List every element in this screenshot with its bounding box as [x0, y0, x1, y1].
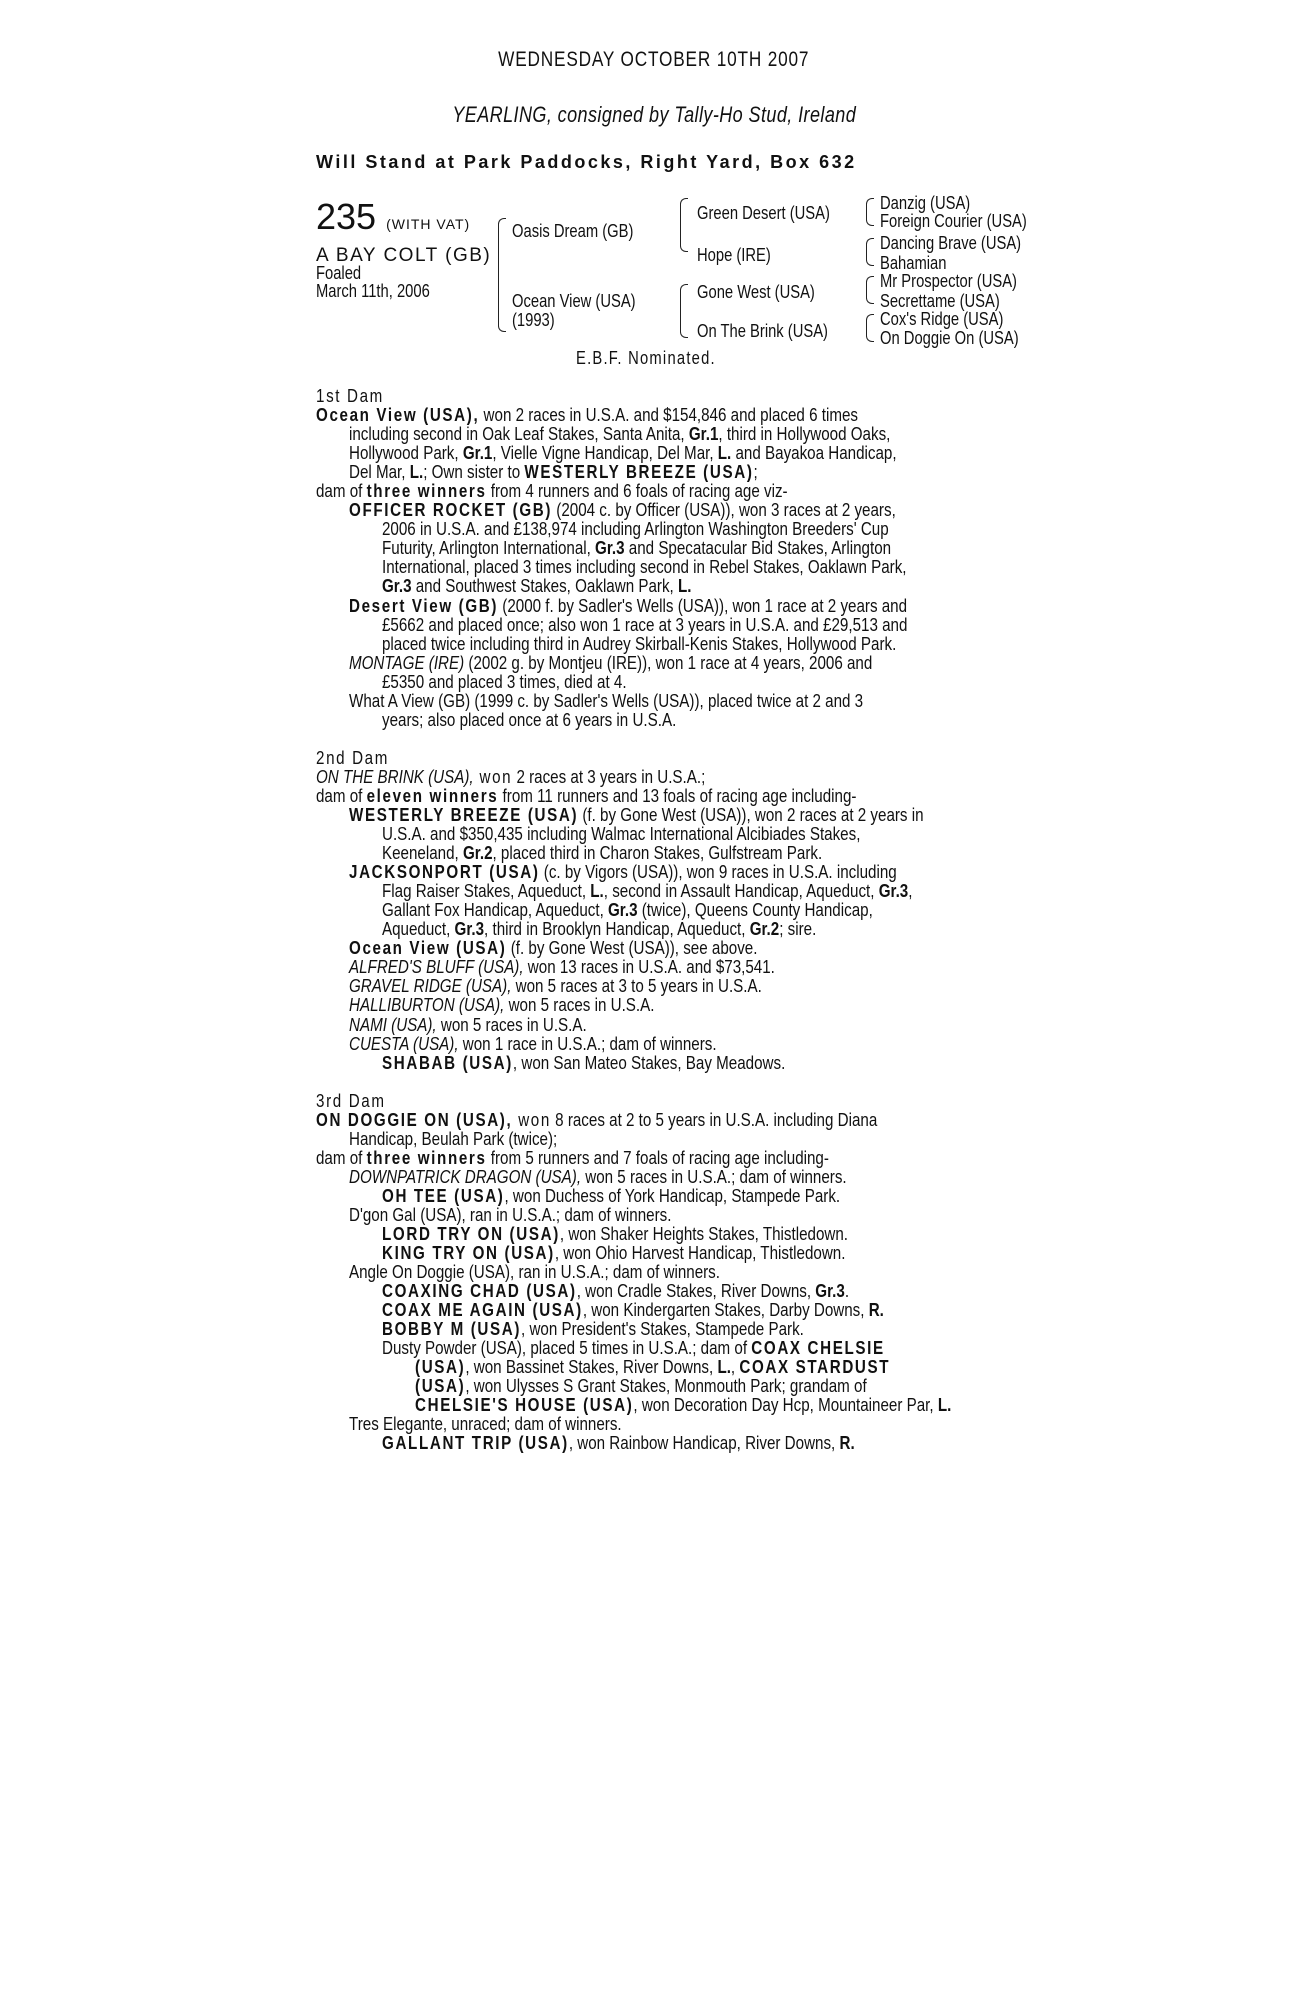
- progeny-entry: D'gon Gal (USA), ran in U.S.A.; dam of winners.: [349, 1203, 672, 1225]
- pedigree-g8: On Doggie On (USA): [880, 328, 1019, 348]
- catalogue-body: [316, 386, 1308, 1453]
- progeny-entry: CHELSIE'S HOUSE (USA), won Decoration Day Hcp, Mountaineer Par, L.: [415, 1394, 952, 1416]
- ebf-nominated: E.B.F. Nominated.: [576, 348, 716, 368]
- progeny-entry: JACKSONPORT (USA) (c. by Vigors (USA)), won 9 races in U.S.A. including: [349, 861, 897, 883]
- lot-number: 235 (WITH VAT): [316, 196, 471, 237]
- pedigree-g4: Bahamian: [880, 253, 947, 273]
- progeny-entry: £5662 and placed once; also won 1 race at 3 years in U.S.A. and £29,513 and: [382, 613, 908, 635]
- progeny-entry: Aqueduct, Gr.3, third in Brooklyn Handicap, Aqueduct, Gr.2; sire.: [382, 918, 817, 940]
- progeny-entry: Keeneland, Gr.2, placed third in Charon Stakes, Gulfstream Park.: [382, 842, 823, 864]
- pedigree-g7: Cox's Ridge (USA): [880, 309, 1004, 329]
- pedigree-g2: Foreign Courier (USA): [880, 211, 1027, 231]
- progeny-entry: SHABAB (USA), won San Mateo Stakes, Bay Meadows.: [382, 1051, 786, 1073]
- third-dam-line: Handicap, Beulah Park (twice);: [349, 1127, 558, 1149]
- progeny-entry: Gallant Fox Handicap, Aqueduct, Gr.3 (twice), Queens County Handicap,: [382, 899, 873, 921]
- pedigree-dam-year: (1993): [512, 310, 555, 330]
- pedigree-brace-g1: [866, 198, 874, 226]
- progeny-entry: Flag Raiser Stakes, Aqueduct, L., second in Assault Handicap, Aqueduct, Gr.3,: [382, 880, 913, 902]
- first-dam-heading: 1st Dam: [316, 385, 384, 406]
- pedigree-sire-sire: Green Desert (USA): [697, 203, 830, 223]
- second-dam-heading: 2nd Dam: [316, 746, 390, 768]
- vat-label: (WITH VAT): [386, 216, 471, 232]
- progeny-entry: OFFICER ROCKET (GB) (2004 c. by Officer (USA)), won 3 races at 2 years,: [349, 499, 896, 521]
- pedigree-brace-g3: [866, 276, 874, 304]
- pedigree-dam-sire: Gone West (USA): [697, 282, 815, 302]
- progeny-entry: HALLIBURTON (USA), won 5 races in U.S.A.: [349, 994, 655, 1016]
- pedigree-brace-main: [498, 218, 506, 332]
- progeny-entry: BOBBY M (USA), won President's Stakes, Stampede Park.: [382, 1318, 804, 1340]
- third-dam-line: ON DOGGIE ON (USA), won 8 races at 2 to 5 years in U.S.A. including Diana: [316, 1108, 878, 1130]
- foaled-date: March 11th, 2006: [316, 281, 430, 301]
- progeny-entry: £5350 and placed 3 times, died at 4.: [382, 670, 627, 692]
- progeny-entry: DOWNPATRICK DRAGON (USA), won 5 races in U.S.A.; dam of winners.: [349, 1165, 847, 1187]
- progeny-entry: U.S.A. and $350,435 including Walmac International Alcibiades Stakes,: [382, 823, 861, 845]
- progeny-entry: Ocean View (USA) (f. by Gone West (USA)), see above.: [349, 937, 758, 959]
- progeny-entry: Futurity, Arlington International, Gr.3 and Specatacular Bid Stakes, Arlington: [382, 537, 892, 559]
- stand-location: Will Stand at Park Paddocks, Right Yard, Box 632: [316, 152, 857, 172]
- progeny-entry: placed twice including third in Audrey Skirball-Kenis Stakes, Hollywood Park.: [382, 632, 897, 654]
- progeny-entry: Dusty Powder (USA), placed 5 times in U.S.A.; dam of COAX CHELSIE: [382, 1337, 885, 1359]
- progeny-entry: Desert View (GB) (2000 f. by Sadler's Wells (USA)), won 1 race at 2 years and: [349, 594, 908, 616]
- sale-date: WEDNESDAY OCTOBER 10TH 2007: [498, 48, 810, 71]
- progeny-entry: CUESTA (USA), won 1 race in U.S.A.; dam of winners.: [349, 1032, 717, 1054]
- progeny-entry: (USA), won Bassinet Stakes, River Downs, L., COAX STARDUST: [415, 1356, 891, 1378]
- third-dam-heading: 3rd Dam: [316, 1089, 386, 1111]
- pedigree-dam: Ocean View (USA): [512, 291, 636, 311]
- progeny-entry: NAMI (USA), won 5 races in U.S.A.: [349, 1013, 587, 1035]
- first-dam-line: including second in Oak Leaf Stakes, Santa Anita, Gr.1, third in Hollywood Oaks,: [349, 423, 891, 445]
- progeny-entry: 2006 in U.S.A. and £138,974 including Arlington Washington Breeders' Cup: [382, 518, 889, 540]
- first-dam-line: Hollywood Park, Gr.1, Vielle Vigne Handicap, Del Mar, L. and Bayakoa Handicap,: [349, 442, 897, 464]
- progeny-entry: years; also placed once at 6 years in U.S.A.: [382, 708, 677, 730]
- lot-description: A BAY COLT (GB): [316, 245, 492, 266]
- pedigree-g6: Secrettame (USA): [880, 291, 1000, 311]
- pedigree-brace-dam: [680, 284, 688, 338]
- consignment-line: YEARLING, consigned by Tally-Ho Stud, Ireland: [452, 102, 856, 127]
- foaled-label: Foaled: [316, 263, 362, 283]
- progeny-entry: COAXING CHAD (USA), won Cradle Stakes, River Downs, Gr.3.: [382, 1280, 850, 1302]
- pedigree-brace-g2: [866, 238, 874, 266]
- progeny-entry: OH TEE (USA), won Duchess of York Handicap, Stampede Park.: [382, 1184, 841, 1206]
- third-dam-line: dam of three winners from 5 runners and 7 foals of racing age including-: [316, 1146, 829, 1168]
- progeny-entry: Tres Elegante, unraced; dam of winners.: [349, 1413, 622, 1435]
- progeny-entry: COAX ME AGAIN (USA), won Kindergarten Stakes, Darby Downs, R.: [382, 1299, 884, 1321]
- progeny-entry: ALFRED'S BLUFF (USA), won 13 races in U.S.A. and $73,541.: [349, 956, 775, 978]
- first-dam-line: dam of three winners from 4 runners and 6 foals of racing age viz-: [316, 480, 788, 502]
- progeny-entry: GALLANT TRIP (USA), won Rainbow Handicap, River Downs, R.: [382, 1432, 855, 1454]
- first-dam-line: Ocean View (USA), won 2 races in U.S.A. and $154,846 and placed 6 times: [316, 404, 858, 426]
- pedigree-sire-dam: Hope (IRE): [697, 245, 771, 265]
- progeny-entry: WESTERLY BREEZE (USA) (f. by Gone West (USA)), won 2 races at 2 years in: [349, 803, 924, 825]
- pedigree-g5: Mr Prospector (USA): [880, 271, 1017, 291]
- progeny-entry: KING TRY ON (USA), won Ohio Harvest Handicap, Thistledown.: [382, 1242, 846, 1264]
- progeny-entry: MONTAGE (IRE) (2002 g. by Montjeu (IRE)), won 1 race at 4 years, 2006 and: [349, 651, 873, 673]
- pedigree-dam-dam: On The Brink (USA): [697, 321, 828, 341]
- pedigree-brace-g4: [866, 314, 874, 342]
- pedigree-sire: Oasis Dream (GB): [512, 221, 634, 241]
- progeny-entry: International, placed 3 times including second in Rebel Stakes, Oaklawn Park,: [382, 556, 907, 578]
- pedigree-brace-sire: [680, 198, 688, 252]
- progeny-entry: What A View (GB) (1999 c. by Sadler's Wells (USA)), placed twice at 2 and 3: [349, 689, 864, 711]
- progeny-entry: (USA), won Ulysses S Grant Stakes, Monmouth Park; grandam of: [415, 1375, 867, 1397]
- progeny-entry: LORD TRY ON (USA), won Shaker Heights Stakes, Thistledown.: [382, 1222, 849, 1244]
- pedigree-g1: Danzig (USA): [880, 193, 971, 213]
- second-dam-line: ON THE BRINK (USA), won 2 races at 3 years in U.S.A.;: [316, 765, 706, 787]
- second-dam-line: dam of eleven winners from 11 runners and 13 foals of racing age including-: [316, 784, 857, 806]
- pedigree-g3: Dancing Brave (USA): [880, 233, 1022, 253]
- progeny-entry: Gr.3 and Southwest Stakes, Oaklawn Park, L.: [382, 575, 692, 597]
- first-dam-line: Del Mar, L.; Own sister to WESTERLY BREEZE (USA);: [349, 461, 758, 483]
- progeny-entry: GRAVEL RIDGE (USA), won 5 races at 3 to 5 years in U.S.A.: [349, 975, 762, 997]
- progeny-entry: Angle On Doggie (USA), ran in U.S.A.; dam of winners.: [349, 1261, 720, 1283]
